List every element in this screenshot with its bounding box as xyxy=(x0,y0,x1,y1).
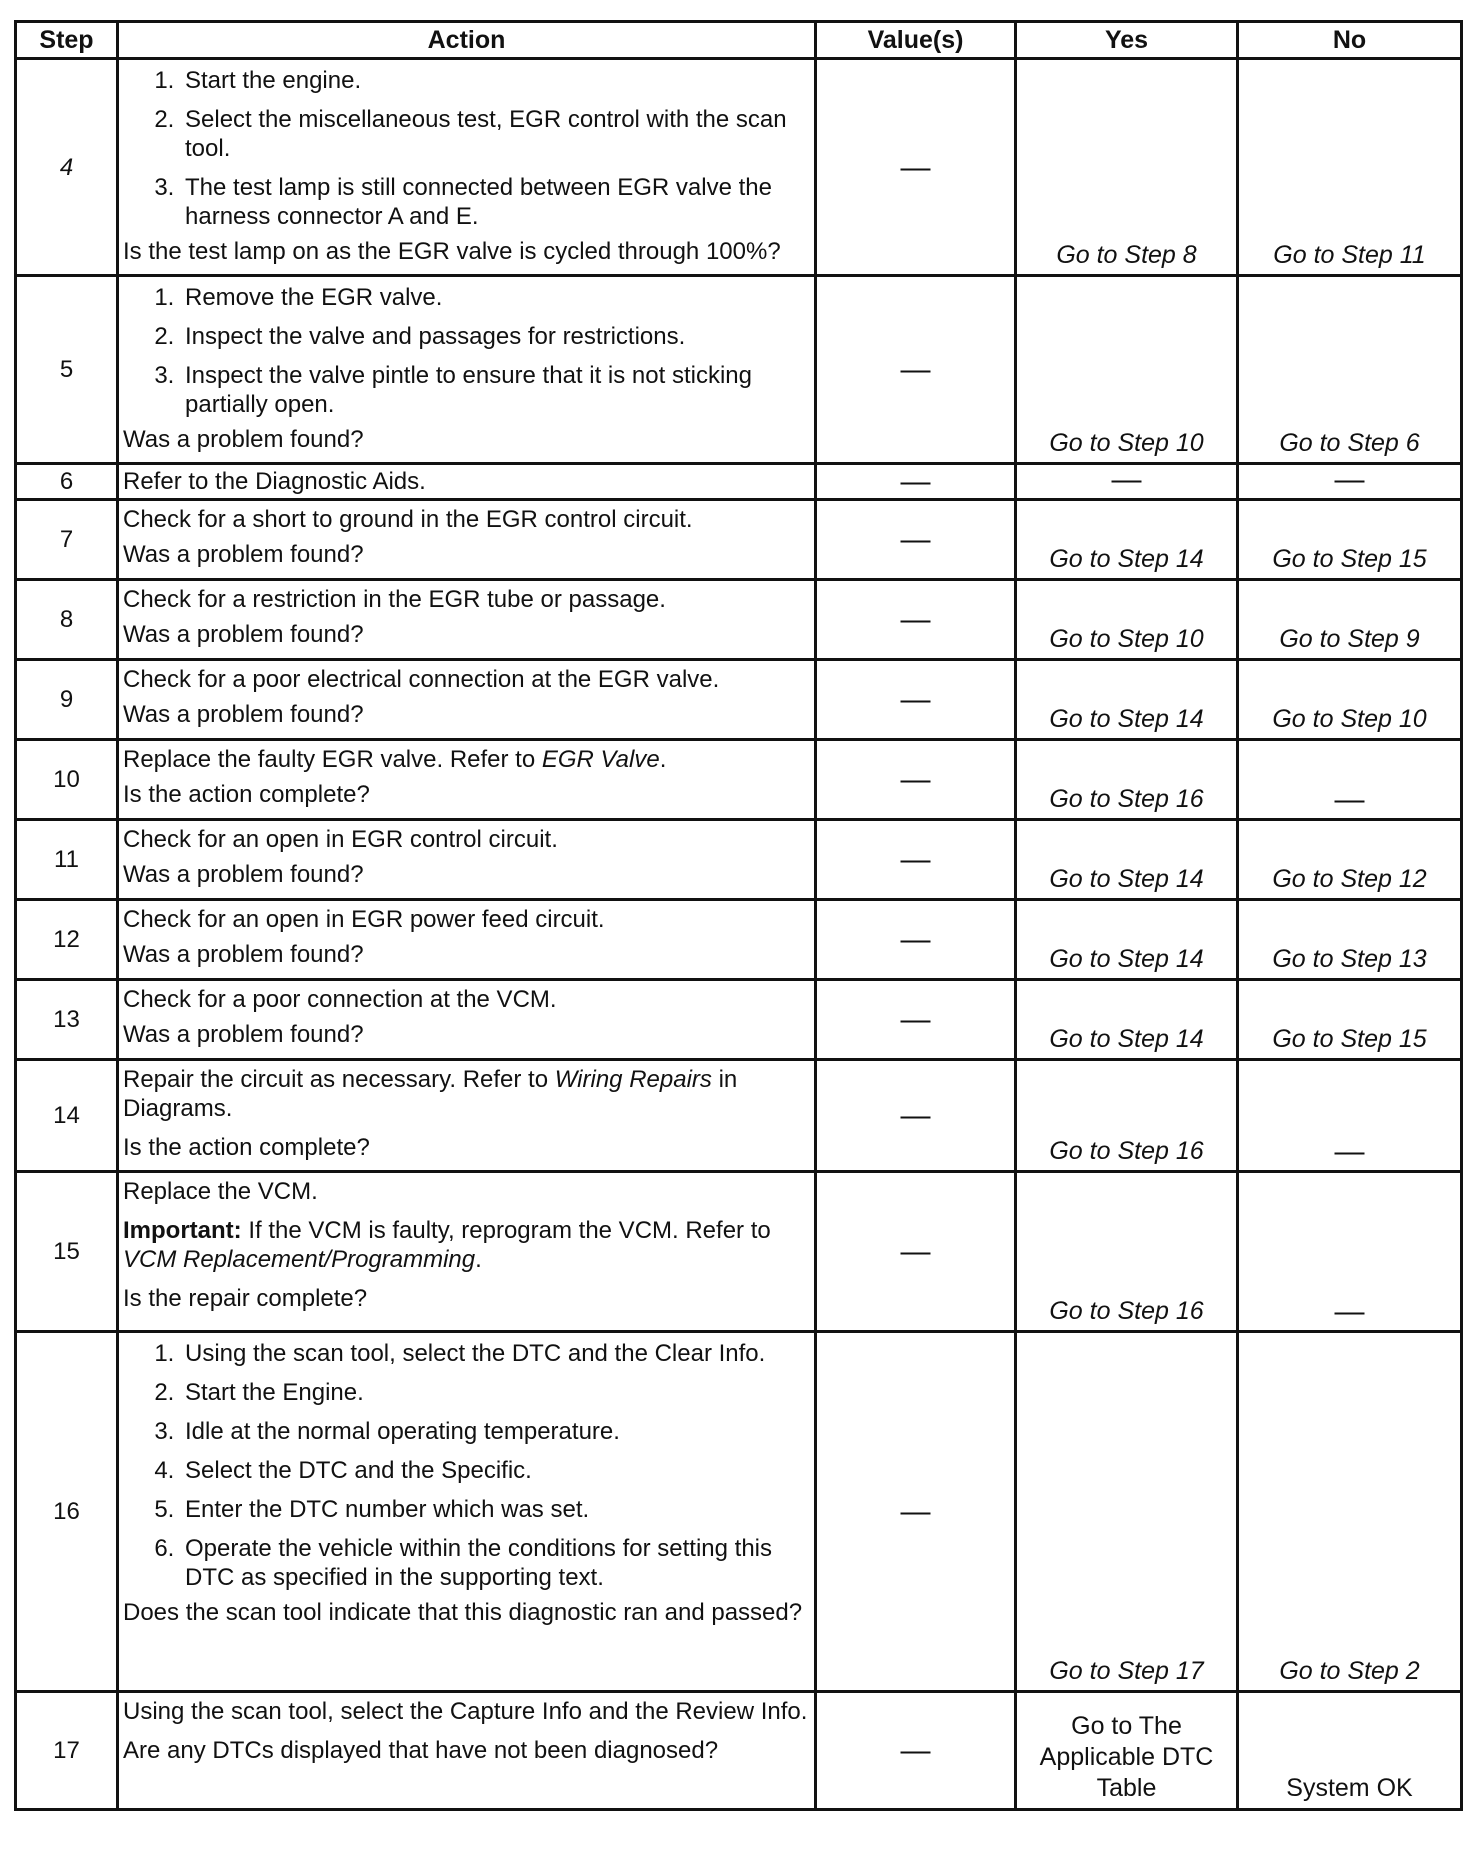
action-text: Using the scan tool, select the Capture Info and the Review Info. xyxy=(123,1698,808,1725)
yes-cell: Go to Step 16 xyxy=(1016,1060,1238,1172)
no-cell: Go to Step 10 xyxy=(1238,660,1462,740)
action-cell xyxy=(118,464,816,500)
diagnostic-table xyxy=(14,20,1463,1811)
question-text: Was a problem found? xyxy=(123,541,364,568)
reference-link-text: Wiring Repairs xyxy=(554,1066,712,1093)
list-item: 2. Start the Engine. xyxy=(181,1378,808,1407)
action-cell xyxy=(118,1172,816,1332)
yes-cell: Go to Step 16 xyxy=(1016,1172,1238,1332)
question-text: Was a problem found? xyxy=(123,861,364,888)
question-text: Was a problem found? xyxy=(123,621,364,648)
no-cell: Go to Step 9 xyxy=(1238,580,1462,660)
diagnostic-table-page xyxy=(14,20,1460,1811)
reference-link-text: VCM Replacement/Programming xyxy=(123,1246,476,1273)
step-number: 8 xyxy=(16,580,118,660)
yes-cell: Go to Step 8 xyxy=(1016,59,1238,276)
list-item: 6. Operate the vehicle within the conditions for setting this DTC as specified in the supporting text. xyxy=(181,1534,808,1592)
table-row xyxy=(16,1060,1462,1172)
no-cell: Go to Step 15 xyxy=(1238,500,1462,580)
no-cell: — xyxy=(1238,1172,1462,1332)
value-cell: — xyxy=(816,820,1016,900)
important-label: Important: xyxy=(123,1217,242,1244)
value-cell: — xyxy=(816,59,1016,276)
action-text: Check for a short to ground in the EGR control circuit. xyxy=(123,506,693,533)
no-cell: — xyxy=(1238,740,1462,820)
value-cell: — xyxy=(816,276,1016,464)
value-cell: — xyxy=(816,500,1016,580)
yes-cell: Go to Step 10 xyxy=(1016,580,1238,660)
step-number: 12 xyxy=(16,900,118,980)
list-item: 1. Using the scan tool, select the DTC and the Clear Info. xyxy=(181,1339,808,1368)
value-cell: — xyxy=(816,1172,1016,1332)
yes-cell: Go to Step 14 xyxy=(1016,820,1238,900)
header-step: Step xyxy=(16,22,118,59)
table-row xyxy=(16,1332,1462,1692)
table-row xyxy=(16,59,1462,276)
no-cell: Go to Step 2 xyxy=(1238,1332,1462,1692)
step-number: 14 xyxy=(16,1060,118,1172)
action-text: Check for a restriction in the EGR tube or passage. xyxy=(123,586,666,613)
yes-cell: Go to Step 16 xyxy=(1016,740,1238,820)
action-cell xyxy=(118,1332,816,1692)
action-text-part: . xyxy=(659,746,667,773)
value-cell: — xyxy=(816,660,1016,740)
question-text: Is the test lamp on as the EGR valve is cycled through 100%? xyxy=(123,238,781,265)
step-number: 4 xyxy=(16,59,118,276)
action-cell xyxy=(118,276,816,464)
table-row xyxy=(16,820,1462,900)
reference-link-text: EGR Valve xyxy=(541,746,660,773)
yes-cell: Go to Step 14 xyxy=(1016,980,1238,1060)
question-text: Is the action complete? xyxy=(123,781,370,808)
header-yes: Yes xyxy=(1016,22,1238,59)
step-number: 6 xyxy=(16,464,118,500)
action-cell xyxy=(118,580,816,660)
header-no: No xyxy=(1238,22,1462,59)
yes-cell: Go to Step 14 xyxy=(1016,500,1238,580)
action-list xyxy=(123,283,808,419)
step-number: 15 xyxy=(16,1172,118,1332)
value-cell: — xyxy=(816,1332,1016,1692)
action-text: Check for a poor connection at the VCM. xyxy=(123,986,557,1013)
action-text: Check for an open in EGR power feed circuit. xyxy=(123,906,605,933)
action-text: Check for a poor electrical connection at the EGR valve. xyxy=(123,666,720,693)
header-row xyxy=(16,22,1462,59)
value-cell: — xyxy=(816,464,1016,500)
value-cell: — xyxy=(816,1060,1016,1172)
question-text: Is the action complete? xyxy=(123,1134,370,1161)
list-item: 1. Start the engine. xyxy=(181,66,808,95)
step-number: 13 xyxy=(16,980,118,1060)
table-row xyxy=(16,500,1462,580)
no-cell: Go to Step 15 xyxy=(1238,980,1462,1060)
table-row xyxy=(16,580,1462,660)
no-cell: — xyxy=(1238,464,1462,500)
question-text: Does the scan tool indicate that this diagnostic ran and passed? xyxy=(123,1599,803,1626)
action-cell xyxy=(118,660,816,740)
action-list xyxy=(123,1339,808,1592)
question-text: Was a problem found? xyxy=(123,701,364,728)
question-text: Is the repair complete? xyxy=(123,1285,368,1312)
action-text xyxy=(123,745,808,774)
step-number: 17 xyxy=(16,1692,118,1810)
value-cell: — xyxy=(816,900,1016,980)
header-values: Value(s) xyxy=(816,22,1016,59)
table-row xyxy=(16,740,1462,820)
action-text: Replace the VCM. xyxy=(123,1178,318,1205)
action-cell xyxy=(118,740,816,820)
no-cell: Go to Step 6 xyxy=(1238,276,1462,464)
list-item: 2. Select the miscellaneous test, EGR control with the scan tool. xyxy=(181,105,808,163)
action-cell xyxy=(118,900,816,980)
yes-cell: Go to Step 14 xyxy=(1016,660,1238,740)
table-row xyxy=(16,464,1462,500)
value-cell: — xyxy=(816,980,1016,1060)
step-number: 7 xyxy=(16,500,118,580)
list-item: 3. Inspect the valve pintle to ensure that it is not sticking partially open. xyxy=(181,361,808,419)
action-text-part: Replace the faulty EGR valve. Refer to xyxy=(123,746,542,773)
question-text: Are any DTCs displayed that have not been diagnosed? xyxy=(123,1737,719,1764)
no-cell: System OK xyxy=(1238,1692,1462,1810)
yes-cell: Go to The Applicable DTC Table xyxy=(1016,1692,1238,1810)
table-row xyxy=(16,1172,1462,1332)
yes-cell: Go to Step 10 xyxy=(1016,276,1238,464)
step-number: 9 xyxy=(16,660,118,740)
action-cell xyxy=(118,500,816,580)
action-list xyxy=(123,66,808,231)
list-item: 4. Select the DTC and the Specific. xyxy=(181,1456,808,1485)
important-note xyxy=(123,1216,808,1274)
action-cell xyxy=(118,980,816,1060)
action-text xyxy=(123,1065,808,1123)
question-text: Was a problem found? xyxy=(123,1021,364,1048)
yes-cell: Go to Step 14 xyxy=(1016,900,1238,980)
question-text: Was a problem found? xyxy=(123,941,364,968)
table-row xyxy=(16,276,1462,464)
question-text: Was a problem found? xyxy=(123,426,364,453)
no-cell: Go to Step 11 xyxy=(1238,59,1462,276)
step-number: 10 xyxy=(16,740,118,820)
action-text: Check for an open in EGR control circuit. xyxy=(123,826,558,853)
action-text-part: Repair the circuit as necessary. Refer to xyxy=(123,1066,555,1093)
list-item: 3. Idle at the normal operating temperature. xyxy=(181,1417,808,1446)
action-cell xyxy=(118,820,816,900)
no-cell: Go to Step 13 xyxy=(1238,900,1462,980)
no-cell: — xyxy=(1238,1060,1462,1172)
header-action: Action xyxy=(118,22,816,59)
action-text-part: in Diagrams. xyxy=(123,1066,738,1122)
step-number: 16 xyxy=(16,1332,118,1692)
action-cell xyxy=(118,1692,816,1810)
value-cell: — xyxy=(816,580,1016,660)
list-item: 1. Remove the EGR valve. xyxy=(181,283,808,312)
no-cell: Go to Step 12 xyxy=(1238,820,1462,900)
table-row xyxy=(16,980,1462,1060)
important-end: . xyxy=(475,1246,482,1273)
important-text: If the VCM is faulty, reprogram the VCM. Refer to xyxy=(241,1217,771,1244)
yes-cell: Go to Step 17 xyxy=(1016,1332,1238,1692)
action-cell xyxy=(118,59,816,276)
value-cell: — xyxy=(816,1692,1016,1810)
yes-cell: — xyxy=(1016,464,1238,500)
action-text: Refer to the Diagnostic Aids. xyxy=(123,468,426,495)
list-item: 5. Enter the DTC number which was set. xyxy=(181,1495,808,1524)
action-cell xyxy=(118,1060,816,1172)
list-item: 3. The test lamp is still connected between EGR valve the harness connector A and E. xyxy=(181,173,808,231)
value-cell: — xyxy=(816,740,1016,820)
step-number: 11 xyxy=(16,820,118,900)
table-row xyxy=(16,1692,1462,1810)
step-number: 5 xyxy=(16,276,118,464)
table-row xyxy=(16,660,1462,740)
table-row xyxy=(16,900,1462,980)
list-item: 2. Inspect the valve and passages for restrictions. xyxy=(181,322,808,351)
